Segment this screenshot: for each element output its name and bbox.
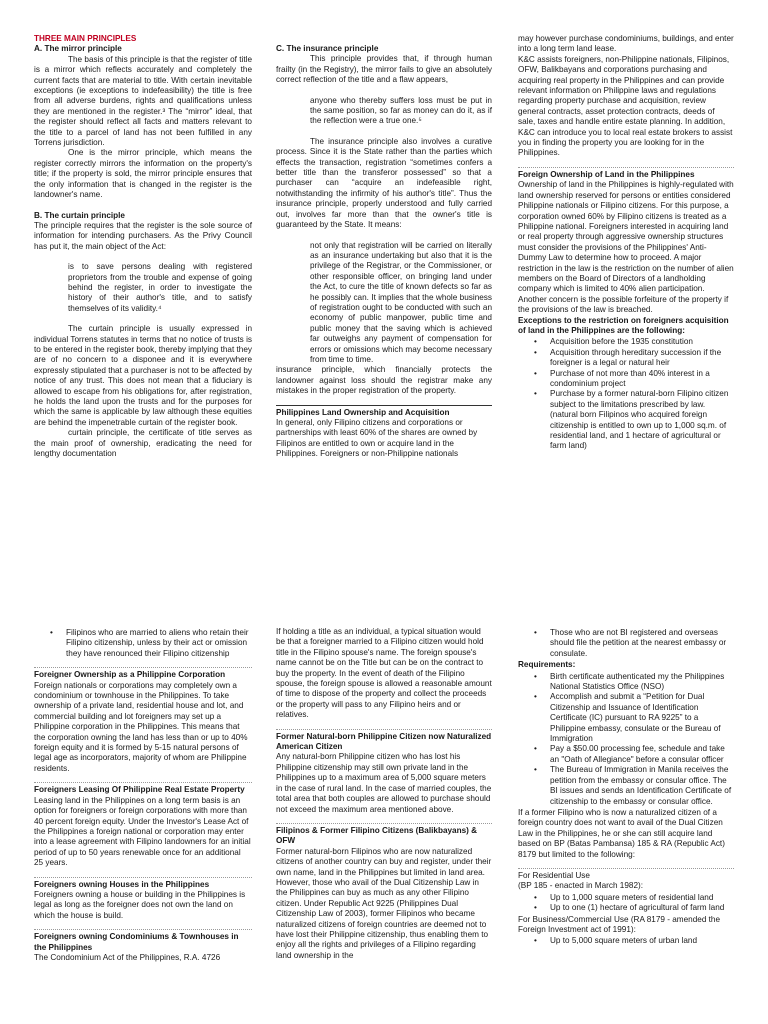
top-column-2 (276, 44, 492, 460)
former-filipino-paragraph: If a former Filipino who is now a naturalized citizen of a foreign country does not want to avail of the Dual Citizen Law in the Philippines, he or she can still acquire land based on BP (Batas Pambansa) 185 & RA (Republic Act) 8179 but limited to the following: (518, 807, 725, 859)
list-item: • Acquisition before the 1935 constitution (550, 337, 734, 347)
kc-assist-paragraph: K&C assists foreigners, non-Philippine nationals, Filipinos, OFW, Balikbayans and corporations purchasing and acquiring real property in the Philippines and can provide relevant information on Philippine laws and regulations regarding property purchase and acquisition, review general contracts, asset protection contracts, deeds of sale, taxes and handle entire estate planning. In addition, K&C can introduce you to local real estate brokers to assist you in finding the property you are looking for in the Philippines. (518, 54, 733, 158)
business-use-list (518, 936, 734, 946)
list-item: • Birth certificate authenticated my the Philippines National Statistics Office (NSO) (550, 672, 734, 693)
section-divider (34, 877, 252, 878)
land-ownership-heading: Philippines Land Ownership and Acquisition (276, 407, 450, 417)
list-item: • Accomplish and submit a “Petition for Dual Citizenship and Issuance of Identification Certificate (IC) pursuant to RA 9225” to a Philippine embassy, consulate or the Bureau of Immigration (550, 692, 734, 744)
naturalized-citizen-heading: Former Natural-born Philippine Citizen now Naturalized American Citizen (276, 731, 492, 752)
exceptions-list (518, 337, 734, 451)
list-item: • The Bureau of Immigration in Manila receives the petition from the embassy or consular office. The BI issues and sends an Identification Certificate of citizenship to the embassy or consular office. (550, 765, 734, 807)
balikbayan-paragraph: Former natural-born Filipinos who are now naturalized citizens of another country can buy and register, under their own name, land in the Philippines but limited in land area. However, those who avail of the Dual Citizenship Law in the Philippines can buy as much as any other Filipino citizen. Under Republic Act 9225 (Philippines Dual Citizenship Law of 2003), former Filipinos who became naturalized citizens of foreign countries are deemed not to have lost their Philippine citizenship, thus enabling them to enjoy all the rights and privileges of a Filipino regarding land ownership in the (276, 846, 492, 960)
section-divider (276, 729, 492, 730)
list-item: • Filipinos who are married to aliens who retain their Filipino citizenship, unless by their act or omission they have renounced their Filipino citizenship (66, 628, 252, 659)
list-item: • Pay a $50.00 processing fee, schedule and take an "Oath of Allegiance" before a consular officer (550, 744, 734, 765)
main-heading: THREE MAIN PRINCIPLES (34, 34, 137, 43)
condominium-paragraph: may however purchase condominiums, buildings, and enter into a long term land lease. (518, 34, 734, 54)
leasing-paragraph: Leasing land in the Philippines on a long term basis is an option for foreigners or foreign corporations with more than 40 percent foreign equity. Under the Investor's Lease Act of the Philippines a foreign national or corporation may enter into a lease agreement with Filipino landowners for an initial period of up to 50 years renewable once for an additional 25 years. (34, 795, 251, 868)
exceptions-list-continued (34, 628, 252, 659)
section-divider (34, 667, 252, 668)
land-ownership-paragraph: In general, only Filipino citizens and corporations or partnerships with least 60% of the shares are owned by Filipinos are entitled to own or acquire land in the Philippines. Foreigners or non-Philippine nationals (276, 418, 478, 459)
condominiums-paragraph: The Condominium Act of the Philippines, R.A. 4726 (34, 952, 221, 962)
houses-heading: Foreigners owning Houses in the Philippines (34, 879, 210, 889)
bottom-column-2 (276, 627, 492, 961)
list-item: • Up to one (1) hectare of agricultural of farm land (550, 903, 734, 913)
insurance-principle-heading: C. The insurance principle (276, 44, 379, 53)
foreign-ownership-heading: Foreign Ownership of Land in the Philippines (518, 169, 695, 179)
list-item: • Up to 5,000 square meters of urban land (550, 936, 734, 946)
insurance-principle-quote-1: anyone who thereby suffers loss must be put in the same position, so far as money can do it, as if the reflection were a true one.⁵ (310, 95, 492, 126)
residential-use-list (518, 893, 734, 914)
top-column-3 (518, 34, 734, 453)
mirror-principle-paragraph-2: One is the mirror principle, which means the register correctly mirrors the information on the property's title; if the property is sold, the mirror principle ensures that the only information that is changed in the register is the landowner's name. (34, 148, 252, 200)
leasing-heading: Foreigners Leasing Of Philippine Real Estate Property (34, 785, 245, 795)
list-item: • Those who are not BI registered and overseas should file the petition at the nearest embassy or consulate. (550, 628, 734, 659)
curtain-principle-paragraph-1: The principle requires that the register is the sole source of information for intending purchasers. As the Privy Council has put it, the main object of the Act: (34, 220, 252, 251)
condominiums-heading: Foreigners owning Condominiums & Townhouses in the Philippines (34, 932, 239, 952)
list-item: • Purchase by a former natural-born Filipino citizen subject to the limitations prescribed by law. (natural born Filipinos who acquired foreign citizenship is entitled to own up to 1,000 sq.m. of residential land, and 1 hectare of agricultural or farm land) (550, 389, 734, 451)
section-divider (276, 405, 492, 406)
registration-list (518, 628, 734, 659)
residential-use-subheading: (BP 185 - enacted in March 1982): (518, 881, 644, 891)
section-divider (34, 782, 252, 783)
exceptions-heading: Exceptions to the restriction on foreigners acquisition of land in the Philippines are the following: (518, 315, 729, 335)
list-item: • Up to 1,000 square meters of residential land (550, 893, 734, 903)
curtain-principle-quote: is to save persons dealing with registered proprietors from the trouble and expense of going behind the register, in order to investigate the history of their author's title, and to satisfy themselves of its validity.⁴ (68, 262, 252, 313)
insurance-principle-paragraph-2: The insurance principle also involves a curative process. Since it is the State rather than the parties which effects the transaction, registration “sometimes confers a better title than the transferor possessed” so that a purchaser can “acquire an indefeasible right, notwithstanding the infirmity of his author's title”. Thus the insurance principle, properly understood and fully carried out, involves far more than that the owner's title is guaranteed by the State. It means: (276, 136, 492, 230)
mirror-principle-heading: A. The mirror principle (34, 44, 122, 54)
title-holding-paragraph: If holding a title as an individual, a typical situation would be that a foreigner married to a Filipino citizen would hold title in the Filipino spouse's name. The foreign spouse's name cannot be on the Title but can be on the contract to buy the property. In the event of death of the Filipino spouse, the foreign spouse is allowed a reasonable amount of time to dispose of the property and collect the proceeds or the property will pass to any Filipino heirs and or relatives. (276, 627, 492, 720)
houses-paragraph: Foreigners owning a house or building in the Philippines is legal as long as the foreigner does not own the land on which the house is build. (34, 889, 246, 920)
requirements-heading: Requirements: (518, 660, 576, 670)
section-divider (34, 929, 252, 930)
foreign-ownership-paragraph: Ownership of land in the Philippines is highly-regulated with land ownership reserved for persons or entities considered Philippine nationals or Filipino citizens. For this purpose, a corporation owned 60% by Filipino citizens is treated as a Philippine national. Foreigners interested in acquiring land or real property through aggressive ownership structures must consider the provisions of the Philippines' Anti-Dummy Law to determine how to proceed. A major restriction in the law is the restriction on the number of alien members on the Board of Directors of a landholding company which is limited to 40% alien participation. Another concern is the possible forfeiture of the property if the provisions of the law is breached. (518, 180, 734, 315)
section-divider (518, 167, 734, 168)
curtain-principle-paragraph-3: curtain principle, the certificate of title serves as the main proof of ownership, eradicating the need for lengthy documentation (34, 428, 252, 459)
residential-use-heading: For Residential Use (518, 870, 590, 880)
section-divider (276, 823, 492, 824)
corporation-heading: Foreigner Ownership as a Philippine Corporation (34, 670, 226, 680)
naturalized-citizen-paragraph: Any natural-born Philippine citizen who has lost his Philippine citizenship may still own private land in the Philippines up to a maximum area of 5,000 square meters in the case of rural land. In the case of married couples, the total area that both couples are allowed to purchase should not exceed the maximum area mentioned above. (276, 752, 492, 814)
section-divider (518, 868, 734, 869)
bottom-column-1 (34, 627, 252, 963)
business-use-heading: For Business/Commercial Use (RA 8179 - amended the Foreign Investment act of 1991): (518, 914, 721, 934)
top-column-1 (34, 34, 252, 459)
corporation-paragraph: Foreign nationals or corporations may completely own a condominium or townhouse in the Philippines. To take ownership of a private land, residential house and lot, and commercial building and lot foreigners may set up a Philippine corporation in the Philippines. This means that the corporation owning the land has less than or up to 40% foreign equity and it is formed by 5-15 natural persons of legal age as incorporators, majority of whom are Philippine residents. (34, 680, 248, 773)
balikbayan-heading: Filipinos & Former Filipino Citizens (Balikbayans) & OFW (276, 825, 478, 846)
insurance-principle-paragraph-3: insurance principle, which financially protects the landowner against loss should the registrar make any mistakes in the proper registration of the property. (276, 365, 492, 396)
bottom-column-3 (518, 627, 734, 948)
curtain-principle-heading: B. The curtain principle (34, 210, 125, 220)
list-item: • Acquisition through hereditary succession if the foreigner is a legal or natural heir (550, 348, 734, 369)
insurance-principle-paragraph-1: This principle provides that, if through human frailty (in the Registry), the mirror fails to give an absolutely correct reflection of the title and a flaw appears, (276, 54, 492, 85)
insurance-principle-quote-2: not only that registration will be carried on literally as an insurance undertaking but also that it is the privilege of the Registrar, or the Commissioner, or other responsible officer, on bringing land under the Act, to cure the title of known defects so far as he possibly can. It implies that the whole business of registration ought to be conducted with such an economy of public manpower, public time and public money that the saving which is achieved far outweighs any payment of compensation for errors or omissions which may become necessary from time to time. (310, 240, 492, 364)
requirements-list (518, 672, 734, 807)
list-item: • Purchase of not more than 40% interest in a condominium project (550, 369, 734, 390)
mirror-principle-paragraph-1: The basis of this principle is that the register of title is a mirror which reflects accurately and completely the current facts that are material to title. With certain inevitable exceptions (ie exceptions to indefeasibility) the title is free from all adverse burdens, rights and qualifications unless they are mentioned in the register.³ The “mirror” ideal, that the register should reflect all facts and matters relevant to the title to a parcel of land has not been fulfilled in any Torrens jurisdiction. (34, 54, 252, 148)
curtain-principle-paragraph-2: The curtain principle is usually expressed in individual Torrens statutes in terms that no notice of trusts is to be entered in the register book, thereby implying that they are of no concern to a disponee and it is everywhere expressly stipulated that a purchaser is not to be affected by notice of any trust. This does not mean that a fiduciary is allowed to escape from his obligations for, after registration, he holds the land upon the trusts and for the purposes for which the same is applicable by law although these equities are behind the impenetrable curtain of the register book. (34, 324, 253, 427)
